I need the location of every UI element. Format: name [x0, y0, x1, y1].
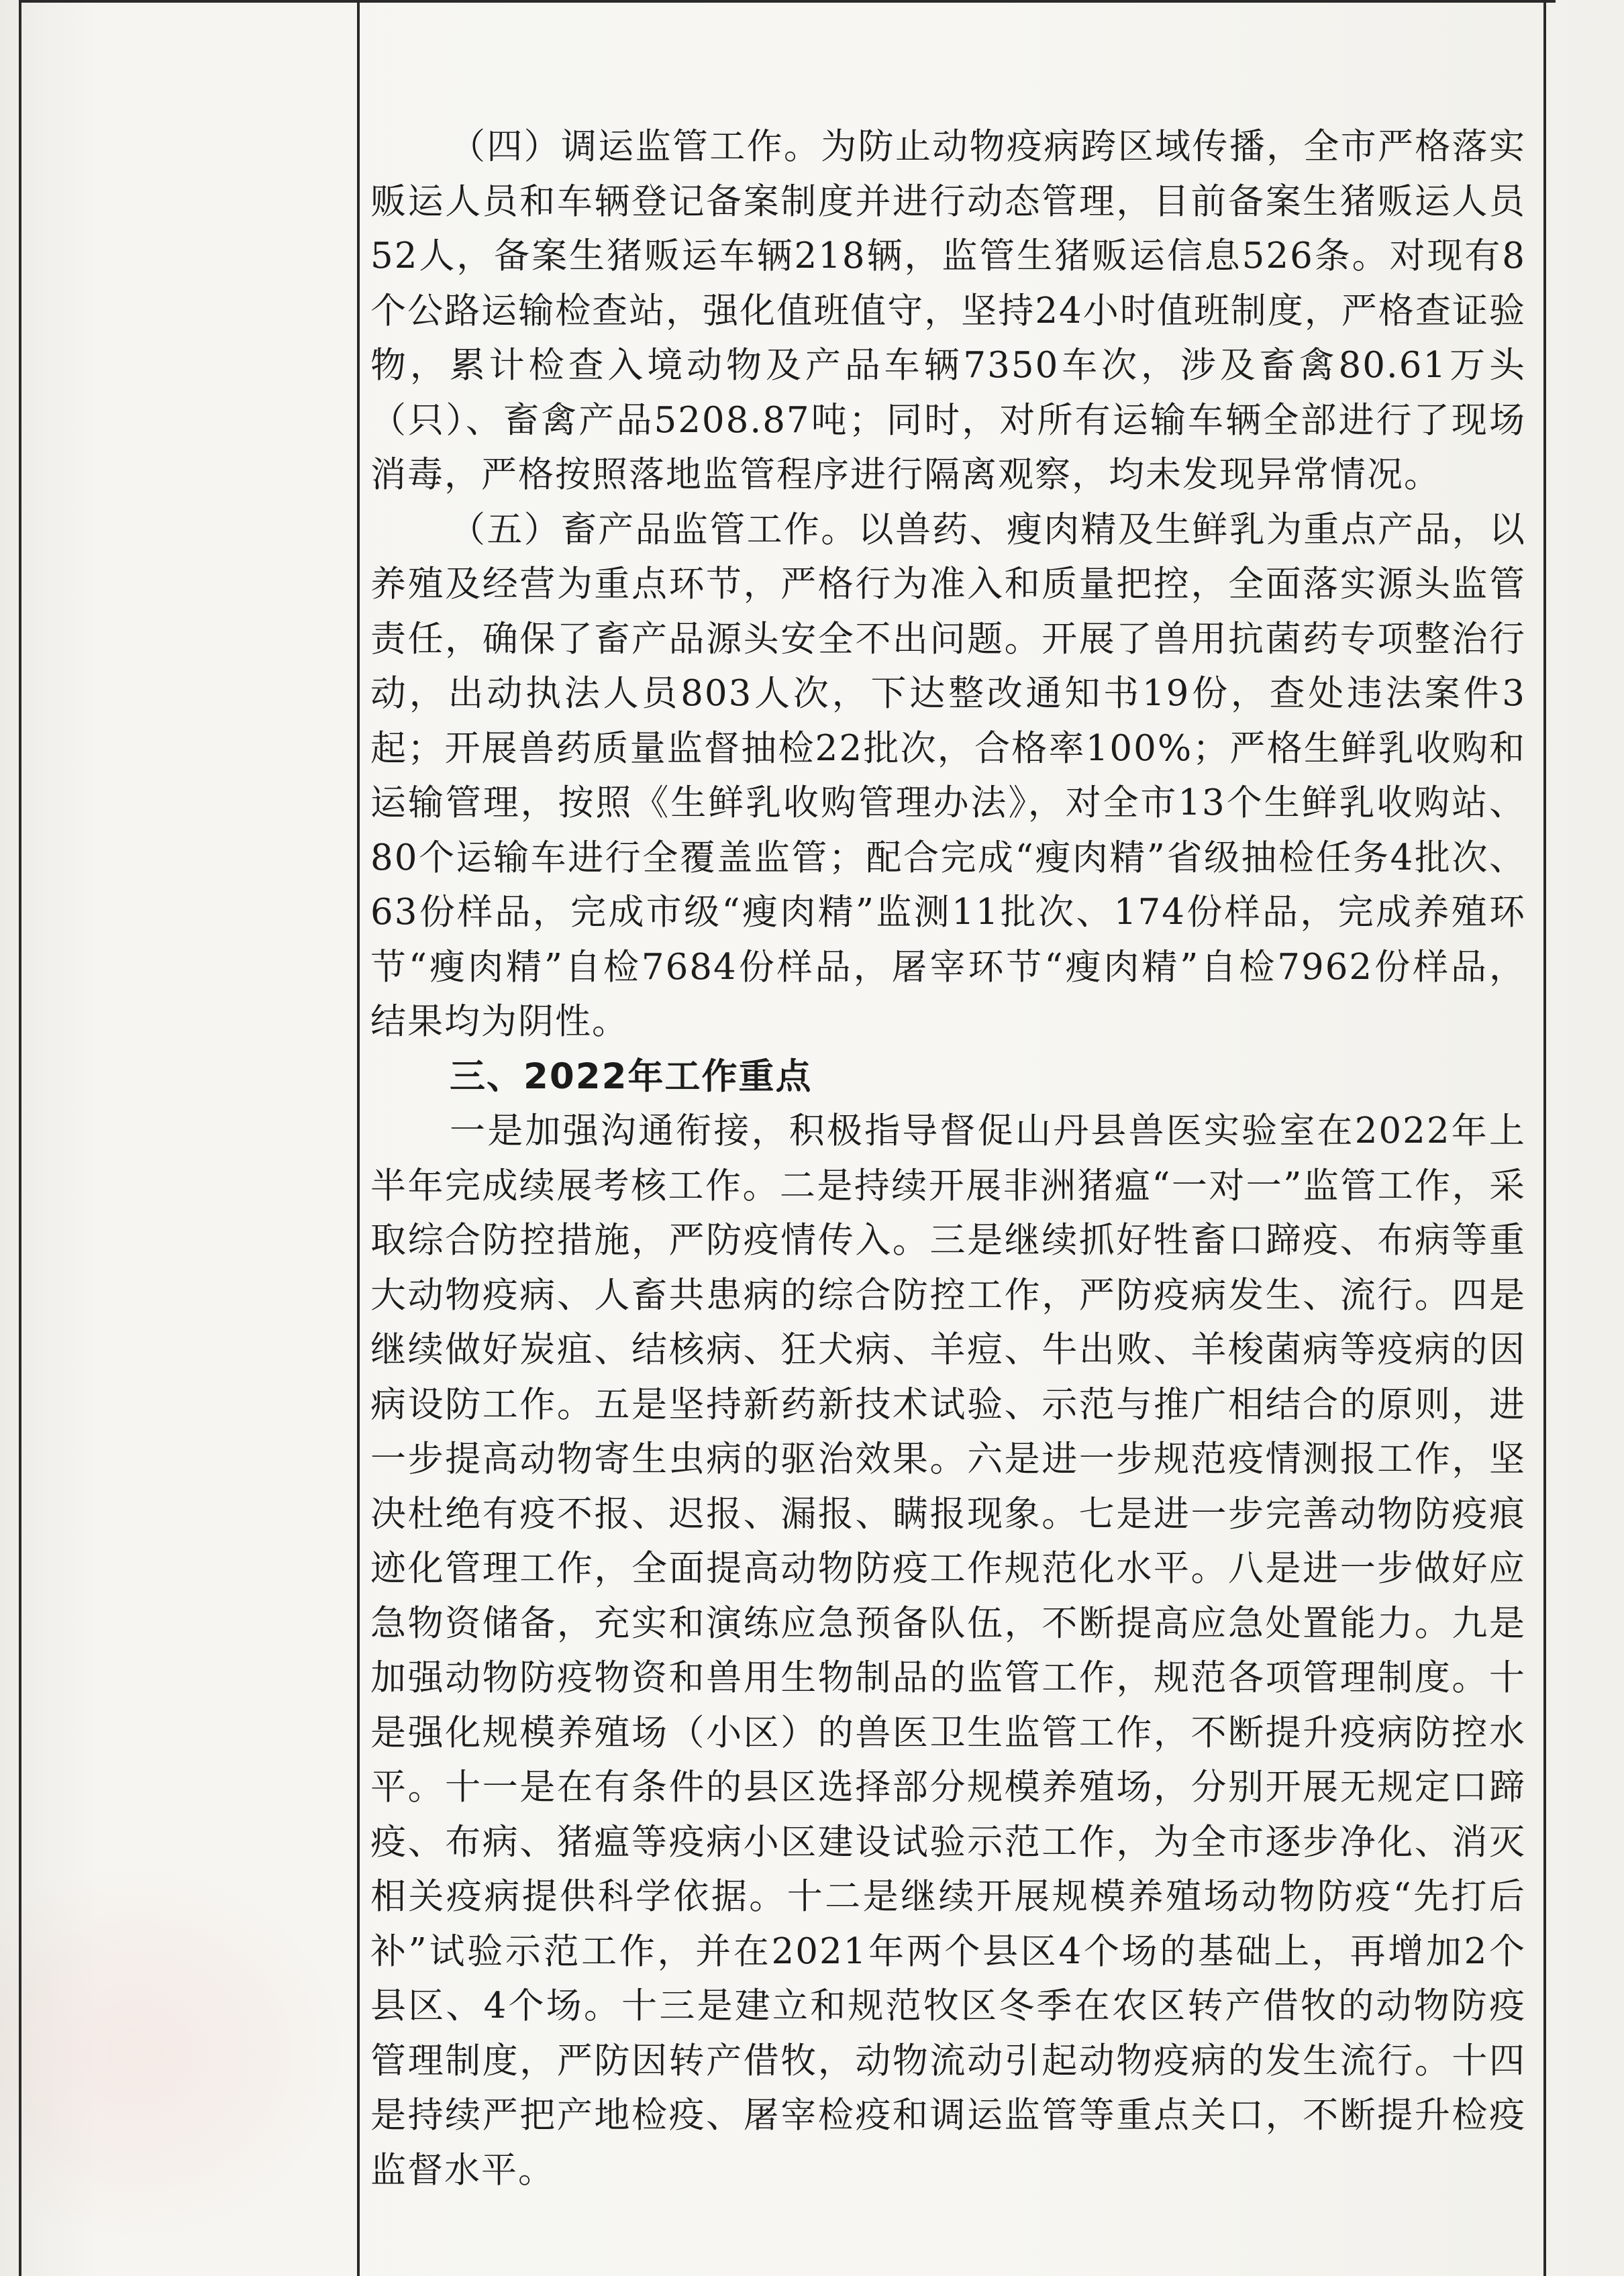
table-top-border [19, 0, 1556, 3]
table-column-divider [357, 0, 360, 2276]
table-right-border [1543, 0, 1546, 2276]
section-heading-2022-priorities: 三、2022年工作重点 [450, 1055, 813, 1097]
paragraph-2022-priorities: 一是加强沟通衔接，积极指导督促山丹县兽医实验室在2022年上半年完成续展考核工作。二是持续开展非洲猪瘟“一对一”监管工作，采取综合防控措施，严防疫情传入。三是继续抓好牲畜口蹄疫、布病等重大动物疫病、人畜共患病的综合防控工作，严防疫病发生、流行。四是继续做好炭疽、结核病、狂犬病、羊痘、牛出败、羊梭菌病等疫病的因病设防工作。五是坚持新药新技术试验、示范与推广相结合的原则，进一步提高动物寄生虫病的驱治效果。六是进一步规范疫情测报工作，坚决杜绝有疫不报、迟报、漏报、瞒报现象。七是进一步完善动物防疫痕迹化管理工作，全面提高动物防疫工作规范化水平。八是进一步做好应急物资储备，充实和演练应急预备队伍，不断提高应急处置能力。九是加强动物防疫物资和兽用生物制品的监管工作，规范各项管理制度。十是强化规模养殖场（小区）的兽医卫生监管工作，不断提升疫病防控水平。十一是在有条件的县区选择部分规模养殖场，分别开展无规定口蹄疫、布病、猪瘟等疫病小区建设试验示范工作，为全市逐步净化、消灭相关疫病提供科学依据。十二是继续开展规模养殖场动物防疫“先打后补”试验示范工作，并在2021年两个县区4个场的基础上，再增加2个县区、4个场。十三是建立和规范牧区冬季在农区转产借牧的动物防疫管理制度，严防因转产借牧，动物流动引起动物疫病的发生流行。十四是持续严把产地检疫、屠宰检疫和调运监管等重点关口，不断提升检疫监督水平。 [370, 1110, 1526, 2191]
document-body [370, 119, 1526, 2191]
faint-stamp-mark [0, 1865, 349, 2241]
table-left-border [19, 0, 21, 2276]
paragraph-transport-supervision: （四）调运监管工作。为防止动物疫病跨区域传播，全市严格落实贩运人员和车辆登记备案制度并进行动态管理，目前备案生猪贩运人员52人，备案生猪贩运车辆218辆，监管生猪贩运信息526条。对现有8个公路运输检查站，强化值班值守，坚持24小时值班制度，严格查证验物，累计检查入境动物及产品车辆7350车次，涉及畜禽80.61万头（只）、畜禽产品5208.87吨；同时，对所有运输车辆全部进行了现场消毒，严格按照落地监管程序进行隔离观察，均未发现异常情况。 [370, 126, 1526, 495]
paragraph-livestock-product-supervision: （五）畜产品监管工作。以兽药、瘦肉精及生鲜乳为重点产品，以养殖及经营为重点环节，严格行为准入和质量把控，全面落实源头监管责任，确保了畜产品源头安全不出问题。开展了兽用抗菌药专项整治行动，出动执法人员803人次，下达整改通知书19份，查处违法案件3起；开展兽药质量监督抽检22批次，合格率100%；严格生鲜乳收购和运输管理，按照《生鲜乳收购管理办法》，对全市13个生鲜乳收购站、80个运输车进行全覆盖监管；配合完成“瘦肉精”省级抽检任务4批次、63份样品，完成市级“瘦肉精”监测11批次、174份样品，完成养殖环节“瘦肉精”自检7684份样品，屠宰环节“瘦肉精”自检7962份样品，结果均为阴性。 [370, 509, 1526, 1042]
